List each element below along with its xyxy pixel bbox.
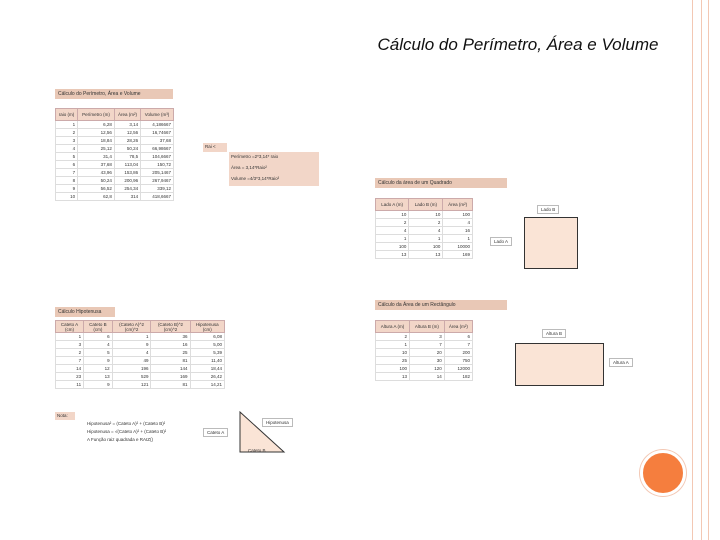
table-cell: 6 bbox=[444, 333, 472, 341]
table-row bbox=[376, 341, 473, 349]
column-header: Cateto B (cm) bbox=[84, 321, 113, 333]
table-cell: 169 bbox=[443, 251, 473, 259]
table-cell: 56,52 bbox=[78, 185, 115, 193]
rectangle-shape bbox=[515, 343, 604, 386]
table-cell: 529 bbox=[112, 373, 151, 381]
table-cell: 5,00 bbox=[190, 341, 224, 349]
table-cell: 4 bbox=[409, 227, 443, 235]
formula-perimeter: Perímetro =2*3,14* raio bbox=[231, 154, 279, 159]
table-cell: 13 bbox=[84, 373, 113, 381]
table-cell: 339,12 bbox=[141, 185, 174, 193]
rect-section-title: Cálculo da Área de um Rectângulo bbox=[375, 300, 507, 310]
table-cell: 150,72 bbox=[141, 161, 174, 169]
pythag-table bbox=[55, 320, 225, 389]
table-cell: 100 bbox=[409, 243, 443, 251]
table-cell: 7 bbox=[444, 341, 472, 349]
table-cell: 10 bbox=[376, 349, 410, 357]
table-row bbox=[376, 227, 473, 235]
table-cell: 7 bbox=[410, 341, 445, 349]
table-cell: 314 bbox=[114, 193, 140, 201]
note-line-2: Hipotenusa = √(Cateto A)² + (Cateto B)² bbox=[87, 429, 167, 434]
column-header: Altura A (m) bbox=[376, 321, 410, 333]
pythag-section-title: Cálculo Hipotenusa bbox=[55, 307, 115, 317]
table-cell: 153,86 bbox=[114, 169, 140, 177]
table-cell: 1 bbox=[409, 235, 443, 243]
table-row bbox=[376, 373, 473, 381]
table-cell: 25 bbox=[376, 357, 410, 365]
table-cell: 1 bbox=[56, 121, 78, 129]
table-cell: 25,12 bbox=[78, 145, 115, 153]
table-cell: 2 bbox=[56, 349, 84, 357]
table-row bbox=[56, 341, 225, 349]
table-cell: 418,6667 bbox=[141, 193, 174, 201]
table-cell: 50,24 bbox=[78, 177, 115, 185]
table-cell: 267,9467 bbox=[141, 177, 174, 185]
table-cell: 1 bbox=[376, 341, 410, 349]
table-row bbox=[376, 251, 473, 259]
table-cell: 7 bbox=[56, 169, 78, 177]
table-cell: 5 bbox=[56, 153, 78, 161]
cateto-b-label: Cateto B bbox=[248, 448, 266, 453]
table-cell: 6 bbox=[84, 333, 113, 341]
table-cell: 100 bbox=[376, 243, 409, 251]
table-row bbox=[56, 153, 174, 161]
column-header: Altura B (m) bbox=[410, 321, 445, 333]
column-header: (Cateto A)^2 (cm)^2 bbox=[112, 321, 151, 333]
table-cell: 23 bbox=[56, 373, 84, 381]
table-row bbox=[56, 365, 225, 373]
table-cell: 121 bbox=[112, 381, 151, 389]
table-row bbox=[56, 169, 174, 177]
table-cell: 78,5 bbox=[114, 153, 140, 161]
table-row bbox=[56, 185, 174, 193]
circle-note-label: Rai < bbox=[203, 143, 227, 152]
table-cell: 182 bbox=[444, 373, 472, 381]
table-cell: 13 bbox=[376, 373, 410, 381]
table-cell: 37,68 bbox=[78, 161, 115, 169]
table-cell: 12 bbox=[84, 365, 113, 373]
column-header: Cateto A (cm) bbox=[56, 321, 84, 333]
table-cell: 12,56 bbox=[78, 129, 115, 137]
table-row bbox=[56, 193, 174, 201]
note-line-1: Hipotenusa² = (Cateto A)² + (Cateto B)² bbox=[87, 421, 166, 426]
table-cell: 1 bbox=[376, 235, 409, 243]
table-cell: 49 bbox=[112, 357, 151, 365]
column-header: Lado B (m) bbox=[409, 199, 443, 211]
table-row bbox=[56, 137, 174, 145]
table-row bbox=[56, 357, 225, 365]
table-row bbox=[56, 161, 174, 169]
table-row bbox=[56, 373, 225, 381]
decorative-rule-2 bbox=[701, 0, 702, 540]
table-row bbox=[56, 121, 174, 129]
table-cell: 9 bbox=[56, 185, 78, 193]
table-cell: 6 bbox=[56, 161, 78, 169]
table-cell: 120 bbox=[410, 365, 445, 373]
column-header: raio (m) bbox=[56, 109, 78, 121]
table-cell: 11,40 bbox=[190, 357, 224, 365]
formula-volume: Volume =4/3*3,14*Raio³ bbox=[231, 176, 280, 181]
pythag-note-box bbox=[55, 420, 180, 444]
table-cell: 16 bbox=[151, 341, 190, 349]
table-cell: 5,39 bbox=[190, 349, 224, 357]
table-row bbox=[376, 211, 473, 219]
rect-label-b: Altura B bbox=[542, 329, 566, 338]
square-table bbox=[375, 198, 473, 259]
table-cell: 169 bbox=[151, 373, 190, 381]
rect-label-a: Altura A bbox=[609, 358, 633, 367]
table-cell: 12000 bbox=[444, 365, 472, 373]
table-cell: 2 bbox=[409, 219, 443, 227]
table-cell: 9 bbox=[112, 341, 151, 349]
table-cell: 8 bbox=[56, 177, 78, 185]
hypotenuse-label: Hipotenusa bbox=[262, 418, 293, 427]
table-row bbox=[376, 243, 473, 251]
table-cell: 10000 bbox=[443, 243, 473, 251]
table-cell: 6,08 bbox=[190, 333, 224, 341]
table-cell: 1 bbox=[56, 333, 84, 341]
accent-circle bbox=[640, 450, 686, 496]
slide-title: Cálculo do Perímetro, Área e Volume bbox=[377, 35, 659, 54]
column-header: Lado A (m) bbox=[376, 199, 409, 211]
table-cell: 18,84 bbox=[78, 137, 115, 145]
table-cell: 3 bbox=[56, 341, 84, 349]
circle-formula-box bbox=[229, 152, 319, 186]
table-cell: 4 bbox=[84, 341, 113, 349]
table-cell: 4 bbox=[376, 227, 409, 235]
table-cell: 20 bbox=[410, 349, 445, 357]
table-cell: 36 bbox=[151, 333, 190, 341]
column-header: Área (m²) bbox=[114, 109, 140, 121]
table-cell: 3,14 bbox=[114, 121, 140, 129]
table-cell: 12,56 bbox=[114, 129, 140, 137]
table-row bbox=[376, 235, 473, 243]
table-cell: 254,34 bbox=[114, 185, 140, 193]
square-shape bbox=[524, 217, 578, 269]
table-row bbox=[56, 145, 174, 153]
table-cell: 5 bbox=[84, 349, 113, 357]
formula-area: Área = 3,14*Raio² bbox=[231, 165, 267, 170]
table-cell: 14 bbox=[56, 365, 84, 373]
table-row bbox=[376, 333, 473, 341]
table-cell: 81 bbox=[151, 381, 190, 389]
table-row bbox=[376, 357, 473, 365]
table-cell: 2 bbox=[56, 129, 78, 137]
table-cell: 100 bbox=[443, 211, 473, 219]
column-header: Volume (m³) bbox=[141, 109, 174, 121]
table-cell: 4,186667 bbox=[141, 121, 174, 129]
table-cell: 13 bbox=[376, 251, 409, 259]
table-cell: 4 bbox=[112, 349, 151, 357]
square-section-title: Cálculo da área de um Quadrado bbox=[375, 178, 507, 188]
table-cell: 200,96 bbox=[114, 177, 140, 185]
table-cell: 205,1467 bbox=[141, 169, 174, 177]
table-row bbox=[56, 349, 225, 357]
table-row bbox=[376, 219, 473, 227]
table-row bbox=[56, 129, 174, 137]
table-row bbox=[56, 333, 225, 341]
table-cell: 144 bbox=[151, 365, 190, 373]
table-cell: 13 bbox=[409, 251, 443, 259]
table-cell: 31,4 bbox=[78, 153, 115, 161]
table-cell: 16 bbox=[443, 227, 473, 235]
table-cell: 750 bbox=[444, 357, 472, 365]
table-cell: 9 bbox=[84, 381, 113, 389]
table-cell: 2 bbox=[376, 219, 409, 227]
table-cell: 66,98667 bbox=[141, 145, 174, 153]
square-label-b: Lado B bbox=[537, 205, 559, 214]
table-row bbox=[376, 349, 473, 357]
table-cell: 11 bbox=[56, 381, 84, 389]
table-cell: 18,44 bbox=[190, 365, 224, 373]
table-cell: 16,74667 bbox=[141, 129, 174, 137]
table-cell: 25 bbox=[151, 349, 190, 357]
column-header: Hipotenusa (cm) bbox=[190, 321, 224, 333]
table-cell: 200 bbox=[444, 349, 472, 357]
table-cell: 4 bbox=[443, 219, 473, 227]
table-cell: 9 bbox=[84, 357, 113, 365]
table-row bbox=[56, 381, 225, 389]
table-cell: 14,21 bbox=[190, 381, 224, 389]
table-row bbox=[56, 177, 174, 185]
table-cell: 3 bbox=[410, 333, 445, 341]
table-cell: 30 bbox=[410, 357, 445, 365]
rect-table bbox=[375, 320, 473, 381]
table-cell: 104,6667 bbox=[141, 153, 174, 161]
table-cell: 100 bbox=[376, 365, 410, 373]
table-cell: 43,96 bbox=[78, 169, 115, 177]
square-label-a: Lado A bbox=[490, 237, 512, 246]
table-cell: 3 bbox=[56, 137, 78, 145]
table-cell: 113,04 bbox=[114, 161, 140, 169]
cateto-a-label: Cateto A bbox=[203, 428, 228, 437]
table-row bbox=[376, 365, 473, 373]
column-header: Área (m²) bbox=[444, 321, 472, 333]
table-cell: 4 bbox=[56, 145, 78, 153]
table-cell: 28,26 bbox=[114, 137, 140, 145]
column-header: Área (m²) bbox=[443, 199, 473, 211]
table-cell: 62,8 bbox=[78, 193, 115, 201]
table-cell: 81 bbox=[151, 357, 190, 365]
decorative-rule-3 bbox=[708, 0, 709, 540]
circle-section-title: Cálculo do Perímetro, Área e Volume bbox=[55, 89, 173, 99]
table-cell: 10 bbox=[376, 211, 409, 219]
table-cell: 26,42 bbox=[190, 373, 224, 381]
table-cell: 2 bbox=[376, 333, 410, 341]
table-cell: 6,28 bbox=[78, 121, 115, 129]
pythag-note-title: Nota: bbox=[55, 412, 75, 420]
table-cell: 14 bbox=[410, 373, 445, 381]
decorative-rule-1 bbox=[692, 0, 693, 540]
table-cell: 1 bbox=[112, 333, 151, 341]
table-cell: 7 bbox=[56, 357, 84, 365]
circle-table bbox=[55, 108, 174, 201]
column-header: (Cateto B)^2 (cm)^2 bbox=[151, 321, 190, 333]
table-cell: 50,24 bbox=[114, 145, 140, 153]
note-line-3: A Função raiz quadrada e RAIZ() bbox=[87, 437, 154, 442]
table-cell: 196 bbox=[112, 365, 151, 373]
table-cell: 1 bbox=[443, 235, 473, 243]
column-header: Perímetro (m) bbox=[78, 109, 115, 121]
table-cell: 10 bbox=[56, 193, 78, 201]
table-cell: 37,68 bbox=[141, 137, 174, 145]
table-cell: 10 bbox=[409, 211, 443, 219]
